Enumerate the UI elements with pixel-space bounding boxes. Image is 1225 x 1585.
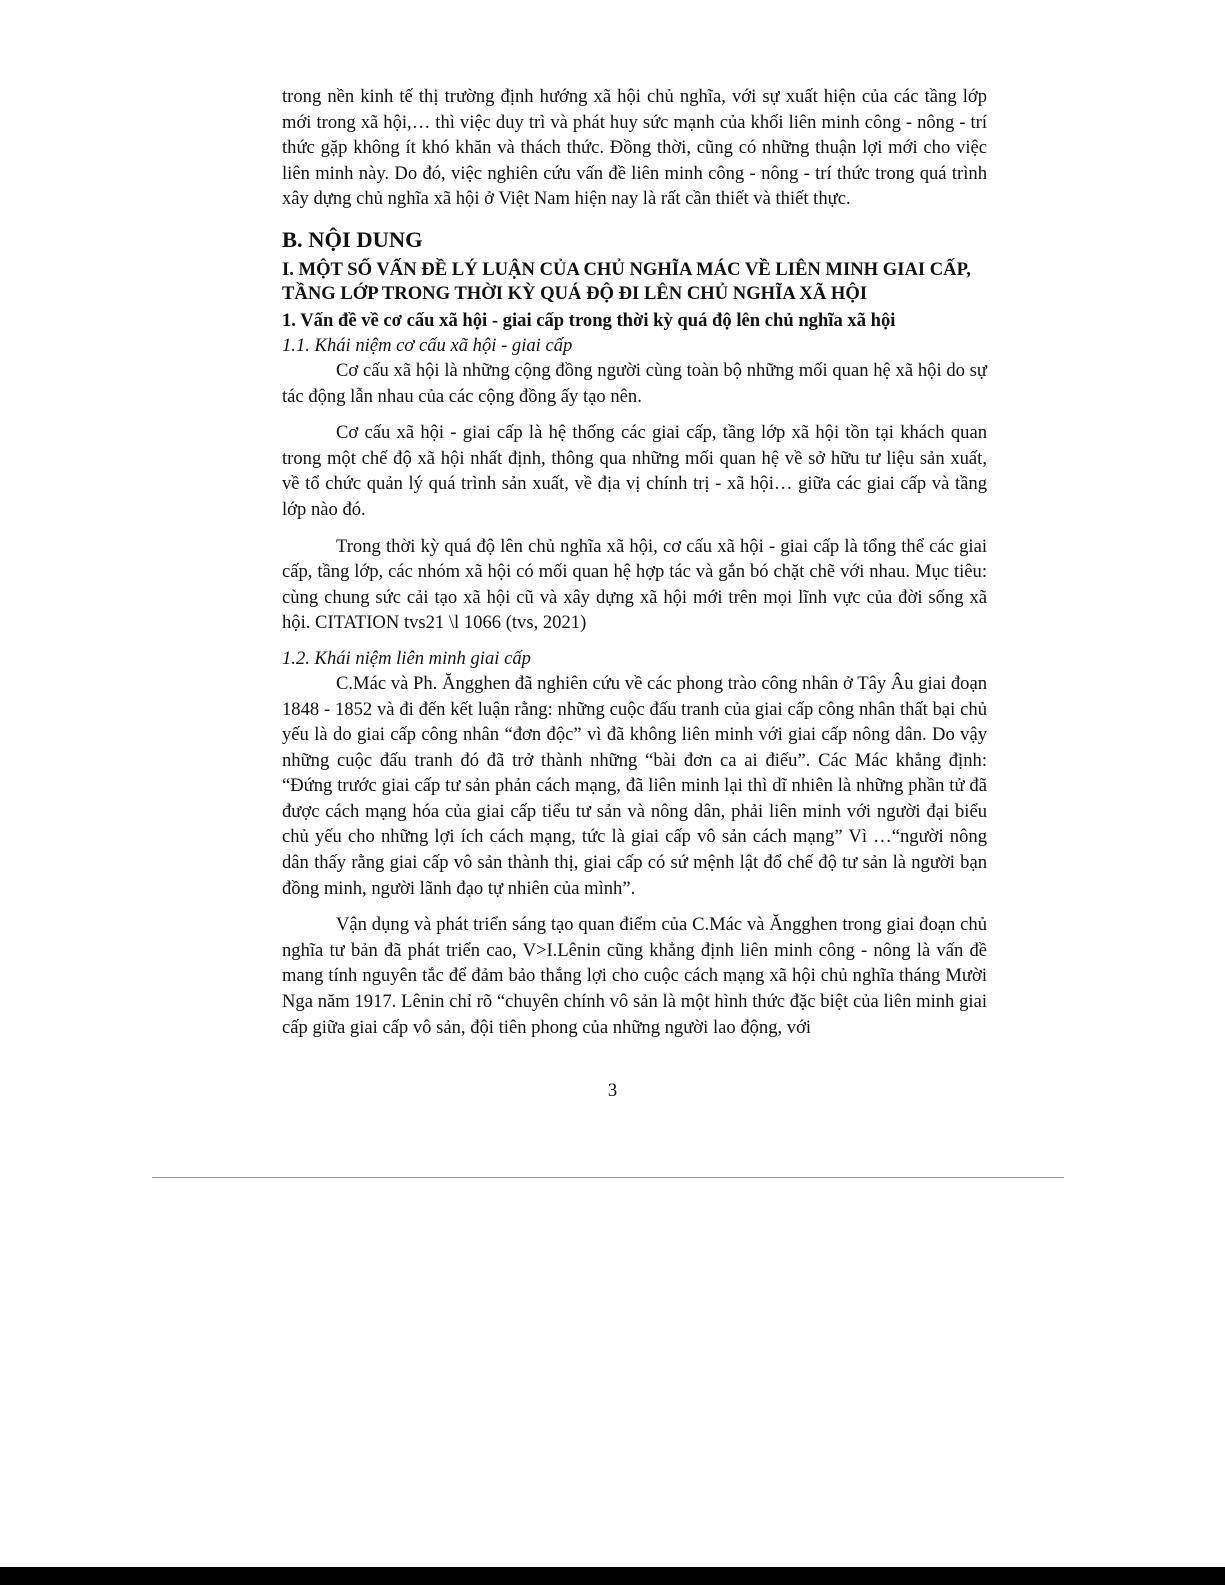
page-body bbox=[282, 84, 987, 1040]
bottom-edge-bar bbox=[0, 1567, 1225, 1585]
paragraph-class-structure: Cơ cấu xã hội - giai cấp là hệ thống các giai cấp, tầng lớp xã hội tồn tại khách quan trong một chế độ xã hội nhất định, thông qua những mối quan hệ về sở hữu tư liệu sản xuất, về tổ chức quản lý quá trình sản xuất, về địa vị chính trị - xã hội… giữa các giai cấp và tầng lớp nào đó. bbox=[282, 422, 987, 520]
section-b-heading: B. NỘI DUNG bbox=[282, 226, 423, 252]
paragraph-marx-engels: C.Mác và Ph. Ăngghen đã nghiên cứu về các phong trào công nhân ở Tây Âu giai đoạn 1848 - 1852 và đi đến kết luận rằng: những cuộc đấu tranh của giai cấp công nhân thất bại chủ yếu là do giai cấp công nhân “đơn độc” vì đã không liên minh với giai cấp nông dân. Do vậy những cuộc đấu tranh đó đã trở thành những “bài đơn ca ai điếu”. Các Mác khẳng định: “Đứng trước giai cấp tư sản phản cách mạng, đã liên minh lại thì dĩ nhiên là những phần tử đã được cách mạng hóa của giai cấp tiểu tư sản và nông dân, phải liên minh với người đại biểu chủ yếu cho những lợi ích cách mạng, tức là giai cấp vô sản cách mạng” Vì …“người nông dân thấy rằng giai cấp vô sản thành thị, giai cấp có sứ mệnh lật đổ chế độ tư sản là người bạn đồng minh, người lãnh đạo tự nhiên của mình”. bbox=[282, 672, 987, 899]
page-number: 3 bbox=[607, 1080, 618, 1101]
subsection-1-1-heading: 1.1. Khái niệm cơ cấu xã hội - giai cấp bbox=[282, 334, 573, 356]
subsection-1-heading: 1. Vấn đề về cơ cấu xã hội - giai cấp trong thời kỳ quá độ lên chủ nghĩa xã hội bbox=[282, 309, 896, 331]
paragraph-social-structure: Cơ cấu xã hội là những cộng đồng người cùng toàn bộ những mối quan hệ xã hội do sự tác động lẫn nhau của các cộng đồng ấy tạo nên. bbox=[282, 359, 987, 407]
subsection-1-2-heading: 1.2. Khái niệm liên minh giai cấp bbox=[282, 647, 531, 669]
part-1-heading: I. MỘT SỐ VẤN ĐỀ LÝ LUẬN CỦA CHỦ NGHĨA MÁC VỀ LIÊN MINH GIAI CẤP, TẦNG LỚP TRONG THỜI KỲ QUÁ ĐỘ ĐI LÊN CHỦ NGHĨA XÃ HỘI bbox=[282, 258, 971, 304]
paragraph-lenin: Vận dụng và phát triển sáng tạo quan điểm của C.Mác và Ăngghen trong giai đoạn chủ nghĩa tư bản đã phát triển cao, V>I.Lênin cũng khẳng định liên minh công - nông là vấn đề mang tính nguyên tắc để đảm bảo thắng lợi cho cuộc cách mạng xã hội chủ nghĩa tháng Mười Nga năm 1917. Lênin chỉ rõ “chuyên chính vô sản là một hình thức đặc biệt của liên minh giai cấp giữa giai cấp vô sản, đội tiên phong của những người lao động, với bbox=[282, 914, 987, 1038]
intro-paragraph: trong nền kinh tế thị trường định hướng xã hội chủ nghĩa, với sự xuất hiện của các tầng lớp mới trong xã hội,… thì việc duy trì và phát huy sức mạnh của khối liên minh công - nông - trí thức gặp không ít khó khăn và thách thức. Đồng thời, cũng có những thuận lợi mới cho việc liên minh này. Do đó, việc nghiên cứu vấn đề liên minh công - nông - trí thức trong quá trình xây dựng chủ nghĩa xã hội ở Việt Nam hiện nay là rất cần thiết và thiết thực. bbox=[282, 86, 987, 210]
paragraph-transition-period: Trong thời kỳ quá độ lên chủ nghĩa xã hội, cơ cấu xã hội - giai cấp là tổng thể các giai cấp, tầng lớp, các nhóm xã hội có mối quan hệ hợp tác và gắn bó chặt chẽ với nhau. Mục tiêu: cùng chung sức cải tạo xã hội cũ và xây dựng xã hội mới trên mọi lĩnh vực của đời sống xã hội. CITATION tvs21 \l 1066 (tvs, 2021) bbox=[282, 535, 987, 634]
page-separator-line bbox=[152, 1177, 1064, 1178]
